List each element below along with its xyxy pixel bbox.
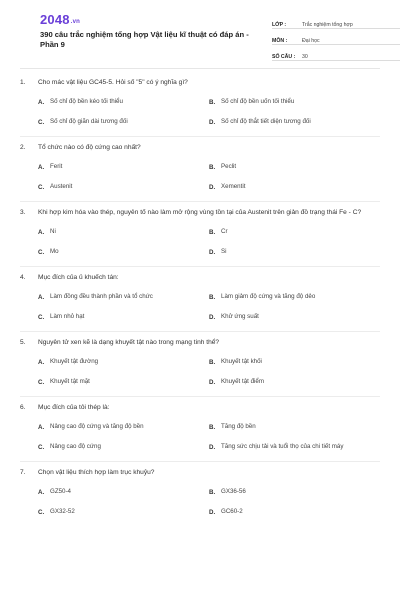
answer-option[interactable] [38, 112, 209, 132]
option-text: Khuyết tật điểm [221, 377, 264, 385]
answer-options [38, 417, 380, 457]
answer-option[interactable] [38, 157, 209, 177]
option-letter: A. [38, 488, 45, 496]
question-text: Khi hợp kim hóa vào thép, nguyên tố nào làm mở rộng vùng tồn tại của Austenit trên giản đồ trạng thái Fe - C? [38, 209, 362, 216]
option-letter: D. [209, 313, 216, 321]
meta-value: Trắc nghiệm tổng hợp [302, 22, 353, 28]
option-text: Khuyết tật khối [221, 357, 262, 365]
question-text: Tổ chức nào có độ cứng cao nhất? [38, 144, 141, 151]
option-letter: D. [209, 183, 216, 191]
document-header [20, 0, 380, 68]
option-text: Khuyết tật mặt [50, 377, 90, 385]
meta-row-subject [272, 32, 400, 45]
question-stem [20, 468, 380, 478]
question-divider [20, 201, 380, 202]
option-text: Mo [50, 247, 59, 255]
answer-option[interactable] [38, 372, 209, 392]
answer-option[interactable] [38, 502, 209, 522]
option-text: Ferit [50, 162, 63, 170]
option-letter: B. [209, 358, 216, 366]
answer-option[interactable] [38, 222, 209, 242]
option-letter: C. [38, 378, 45, 386]
option-letter: A. [38, 358, 45, 366]
answer-options [38, 287, 380, 327]
answer-option[interactable] [209, 222, 380, 242]
option-text: GX36-56 [221, 487, 246, 495]
answer-option[interactable] [38, 482, 209, 502]
answer-option[interactable] [209, 112, 380, 132]
meta-row-class [272, 16, 400, 29]
meta-label: MÔN : [272, 38, 288, 44]
question-number: 2. [20, 144, 26, 151]
option-letter: C. [38, 248, 45, 256]
option-letter: B. [209, 293, 216, 301]
answer-option[interactable] [209, 372, 380, 392]
option-letter: A. [38, 423, 45, 431]
option-letter: C. [38, 443, 45, 451]
question-text: Nguyên tử xen kẽ là dạng khuyết tật nào trong mạng tinh thể? [38, 339, 220, 346]
meta-value: Đại học [302, 38, 320, 44]
question-list [20, 78, 380, 522]
answer-option[interactable] [38, 92, 209, 112]
logo-text: 2048 [40, 12, 70, 27]
question-item [20, 273, 380, 332]
meta-label: LỚP : [272, 22, 287, 28]
answer-options [38, 482, 380, 522]
option-letter: C. [38, 118, 45, 126]
answer-option[interactable] [209, 482, 380, 502]
option-letter: B. [209, 423, 216, 431]
option-text: GX32-52 [50, 507, 75, 515]
question-number: 1. [20, 79, 26, 86]
meta-label: SỐ CÂU : [272, 54, 296, 60]
option-text: Peclit [221, 162, 237, 170]
site-logo[interactable] [40, 12, 80, 27]
answer-option[interactable] [209, 502, 380, 522]
option-text: Tăng độ bền [221, 422, 256, 430]
question-stem [20, 143, 380, 153]
option-text: Austenit [50, 182, 73, 190]
question-number: 3. [20, 209, 26, 216]
meta-value: 30 [302, 54, 308, 60]
answer-option[interactable] [38, 352, 209, 372]
question-text: Mục đích của tôi thép là: [38, 404, 110, 411]
option-text: Si [221, 247, 227, 255]
document-meta [272, 16, 400, 64]
option-letter: B. [209, 98, 216, 106]
answer-options [38, 222, 380, 262]
answer-option[interactable] [38, 437, 209, 457]
question-text: Cho mác vật liệu GC45-5. Hỏi số "5" có ý nghĩa gì? [38, 79, 188, 86]
question-stem [20, 273, 380, 283]
option-text: Nâng cao độ cứng [50, 442, 101, 450]
answer-option[interactable] [209, 242, 380, 262]
question-item [20, 208, 380, 267]
question-stem [20, 78, 380, 88]
option-text: Nâng cao độ cứng và tăng độ bền [50, 422, 144, 430]
answer-option[interactable] [209, 92, 380, 112]
option-text: Số chỉ độ giãn dài tương đối [50, 117, 128, 125]
question-stem [20, 208, 380, 218]
question-text: Mục đích của ủ khuếch tán: [38, 274, 119, 281]
option-text: Khuyết tật đường [50, 357, 99, 365]
question-divider [20, 396, 380, 397]
answer-option[interactable] [38, 287, 209, 307]
answer-option[interactable] [209, 157, 380, 177]
question-number: 7. [20, 469, 26, 476]
option-letter: D. [209, 508, 216, 516]
answer-option[interactable] [209, 307, 380, 327]
answer-option[interactable] [38, 307, 209, 327]
question-item [20, 468, 380, 522]
question-item [20, 143, 380, 202]
question-number: 5. [20, 339, 26, 346]
question-text: Chọn vật liệu thích hợp làm trục khuỷu? [38, 469, 155, 476]
question-item [20, 403, 380, 462]
answer-option[interactable] [209, 352, 380, 372]
answer-option[interactable] [38, 242, 209, 262]
answer-option[interactable] [209, 177, 380, 197]
option-letter: A. [38, 163, 45, 171]
option-letter: A. [38, 228, 45, 236]
option-letter: B. [209, 488, 216, 496]
answer-option[interactable] [209, 437, 380, 457]
option-text: Khử ứng suất [221, 312, 259, 320]
question-item [20, 78, 380, 137]
question-divider [20, 461, 380, 462]
option-letter: C. [38, 183, 45, 191]
answer-option[interactable] [38, 417, 209, 437]
option-text: Số chỉ độ bền uốn tối thiểu [221, 97, 295, 105]
answer-options [38, 92, 380, 132]
option-text: Tăng sức chịu tải và tuổi thọ của chi tiết máy [221, 442, 344, 450]
question-stem [20, 338, 380, 348]
question-stem [20, 403, 380, 413]
document-title: 390 câu trắc nghiệm tổng hợp Vật liệu kĩ thuật có đáp án - Phần 9 [40, 30, 249, 49]
option-letter: D. [209, 118, 216, 126]
option-letter: C. [38, 508, 45, 516]
option-letter: C. [38, 313, 45, 321]
option-letter: A. [38, 293, 45, 301]
option-text: GZ50-4 [50, 487, 71, 495]
answer-option[interactable] [209, 417, 380, 437]
answer-option[interactable] [209, 287, 380, 307]
answer-options [38, 157, 380, 197]
option-text: Số chỉ độ bền kéo tối thiểu [50, 97, 123, 105]
option-letter: D. [209, 443, 216, 451]
option-letter: A. [38, 98, 45, 106]
question-number: 6. [20, 404, 26, 411]
answer-options [38, 352, 380, 392]
option-letter: D. [209, 248, 216, 256]
option-text: Làm nhỏ hạt [50, 312, 85, 320]
option-text: Làm đồng đều thành phần và tổ chức [50, 292, 153, 300]
option-letter: D. [209, 378, 216, 386]
option-text: Cr [221, 227, 228, 235]
question-divider [20, 266, 380, 267]
question-item [20, 338, 380, 397]
meta-row-question-count [272, 48, 400, 61]
question-divider [20, 331, 380, 332]
option-letter: B. [209, 163, 216, 171]
option-text: GC60-2 [221, 507, 243, 515]
question-divider [20, 136, 380, 137]
header-divider [20, 68, 380, 69]
option-text: Số chỉ độ thắt tiết diện tương đối [221, 117, 311, 125]
option-text: Làm giảm độ cứng và tăng độ dẻo [221, 292, 316, 300]
option-text: Ni [50, 227, 56, 235]
option-text: Xementit [221, 182, 246, 190]
question-number: 4. [20, 274, 26, 281]
option-letter: B. [209, 228, 216, 236]
logo-suffix: .vn [70, 19, 81, 25]
answer-option[interactable] [38, 177, 209, 197]
